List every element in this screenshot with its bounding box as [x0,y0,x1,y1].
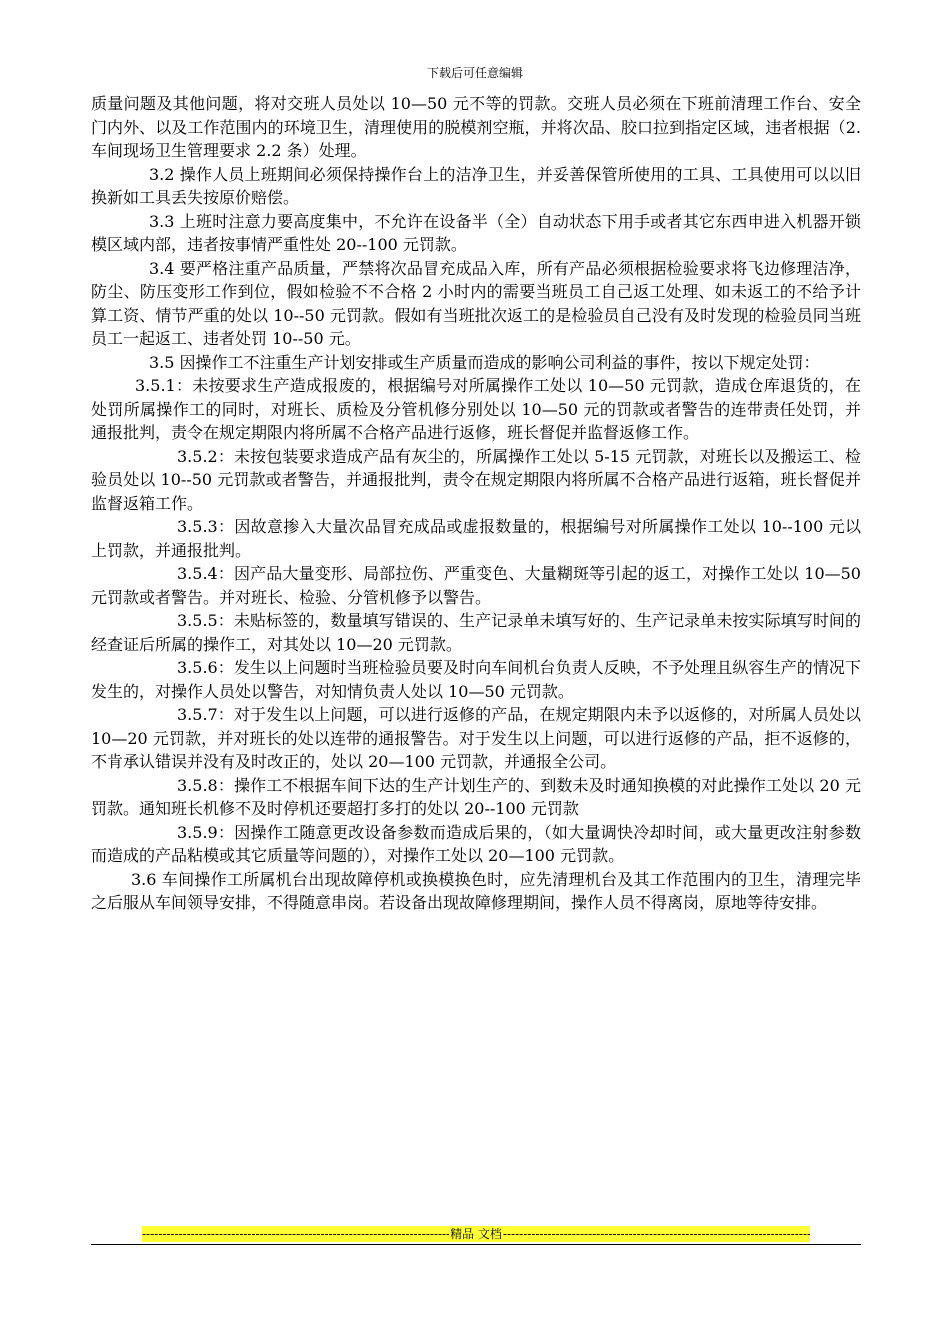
paragraph-continuation: 质量问题及其他问题，将对交班人员处以 10—50 元不等的罚款。交班人员必须在下班前清理工作台、安全门内外、以及工作范围内的环境卫生，清理使用的脱模剂空瓶，并将次品、胶口拉到指定区域，违者根据（2.车间现场卫生管理要求 2.2 条）处理。 [91,94,861,160]
paragraph-3-5-5: 3.5.5：未贴标签的，数量填写错误的、生产记录单未填写好的、生产记录单未按实际填写时间的经查证后所属的操作工，对其处以 10—20 元罚款。 [91,611,861,654]
paragraph-3-5-6: 3.5.6：发生以上问题时当班检验员要及时向车间机台负责人反映，不予处理且纵容生产的情况下发生的，对操作人员处以警告，对知情负责人处以 10—50 元罚款。 [91,658,861,701]
paragraph-3-6: 3.6 车间操作工所属机台出现故障停机或换模换色时，应先清理机台及其工作范围内的卫生，清理完毕之后服从车间领导安排，不得随意串岗。若设备出现故障修理期间，操作人员不得离岗，原地等待安排。 [91,869,861,912]
page-footer-highlight [142,1226,810,1242]
footer-dashes-right [503,1226,810,1242]
paragraph-3-5-3: 3.5.3：因故意掺入大量次品冒充成品或虚报数量的，根据编号对所属操作工处以 10--100 元以上罚款，并通报批判。 [91,517,861,560]
page-header: 下载后可任意编辑 [426,66,523,80]
paragraph-3-5: 3.5 因操作工不注重生产计划安排或生产质量而造成的影响公司利益的事件，按以下规定处罚： [149,352,820,372]
paragraph-3-3: 3.3 上班时注意力要高度集中，不允许在设备半（全）自动状态下用手或者其它东西申进入机器开锁模区域内部，违者按事情严重性处 20--100 元罚款。 [91,211,861,254]
paragraph-3-2: 3.2 操作人员上班期间必须保持操作台上的洁净卫生，并妥善保管所使用的工具、工具使用可以以旧换新如工具丢失按原价赔偿。 [91,164,861,207]
paragraph-3-5-9: 3.5.9：因操作工随意更改设备参数而造成后果的，（如大量调快冷却时间，或大量更改注射参数而造成的产品粘模或其它质量等问题的），对操作工处以 20—100 元罚款。 [91,822,861,865]
document-body [91,92,861,915]
footer-dashes-left [142,1226,449,1242]
paragraph-3-5-1: 3.5.1：未按要求生产造成报废的，根据编号对所属操作工处以 10—50 元罚款，造成仓库退货的，在处罚所属操作工的同时，对班长、质检及分管机修分别处以 10—50 元的罚款或者警告的连带责任处罚，并通报批判，责令在规定期限内将所属不合格产品进行返修，班长督促并监督返修工作。 [91,376,861,442]
paragraph-3-4: 3.4 要严格注重产品质量，严禁将次品冒充成品入库，所有产品必须根据检验要求将飞边修理洁净，防尘、防压变形工作到位，假如检验不不合格 2 小时内的需要当班员工自己返工处理、如未返工的不给予计算工资、情节严重的处以 10--50 元罚款。假如有当班批次返工的是检验员自己没有及时发现的检验员同当班员工一起返工、违者处罚 10--50 元。 [91,258,861,348]
footer-label: 精品 文档 [450,1227,502,1241]
paragraph-3-5-7: 3.5.7：对于发生以上问题，可以进行返修的产品，在规定期限内未予以返修的，对所属人员处以 10—20 元罚款，并对班长的处以连带的通报警告。对于发生以上问题，可以进行返修的产品，拒不返修的，不肯承认错误并没有及时改正的，处以 20—100 元罚款，并通报全公司。 [91,705,861,771]
paragraph-3-5-4: 3.5.4：因产品大量变形、局部拉伤、严重变色、大量糊斑等引起的返工，对操作工处以 10—50 元罚款或者警告。并对班长、检验、分管机修予以警告。 [91,564,861,607]
paragraph-3-5-8: 3.5.8：操作工不根据车间下达的生产计划生产的、到数未及时通知换模的对此操作工处以 20 元罚款。通知班长机修不及时停机还要超打多打的处以 20--100 元罚款 [91,775,861,818]
footer-rule [91,1244,861,1245]
paragraph-3-5-2: 3.5.2：未按包装要求造成产品有灰尘的，所属操作工处以 5-15 元罚款，对班长以及搬运工、检验员处以 10--50 元罚款或者警告，并通报批判，责令在规定期限内将所属不合格产品进行返箱，班长督促并监督返箱工作。 [91,446,861,513]
